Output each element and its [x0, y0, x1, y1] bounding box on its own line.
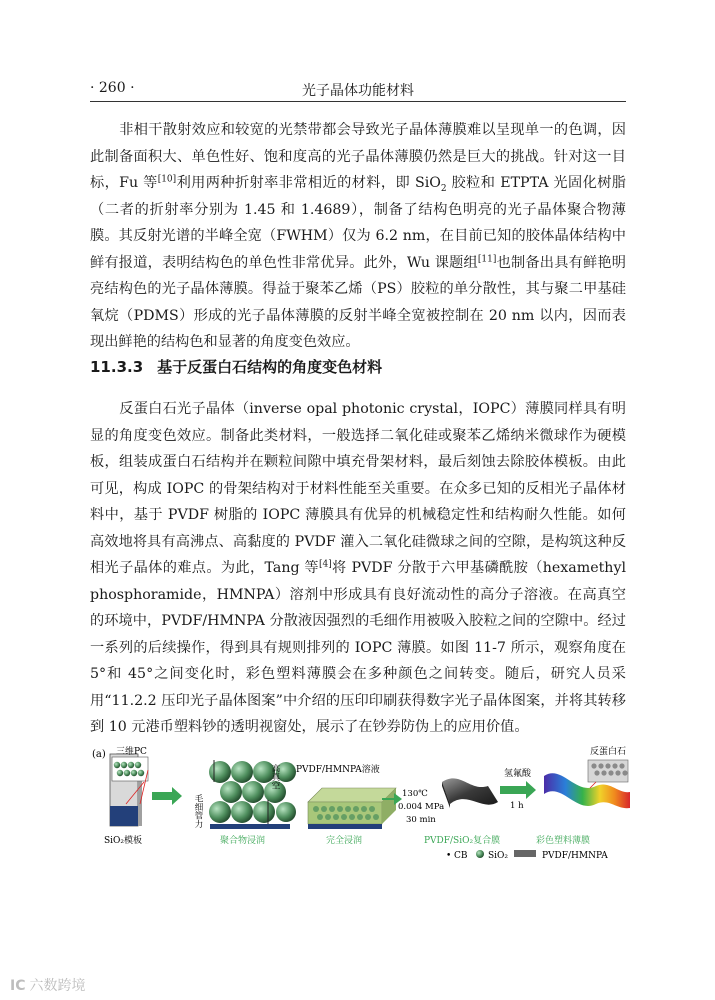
composite-film	[442, 778, 498, 804]
sio2-template	[110, 754, 148, 826]
running-title: 光子晶体功能材料	[302, 83, 414, 99]
legend-sio2-icon	[476, 850, 484, 858]
label-solution: PVDF/HMNPA溶液	[296, 765, 380, 775]
arrow-3-icon	[500, 781, 536, 799]
label-polymer-infiltration: 聚合物浸润	[220, 836, 266, 846]
paragraph-2: 反蛋白石光子晶体（inverse opal photonic crystal，IOPC）薄膜同样具有明显的角度变色效应。制备此类材料，一般选择二氧化硅或聚苯乙烯纳米微球作为硬模板，组装成蛋白石结构并在颗粒间隙中填充骨架材料，最后刻蚀去除胶体模板。由此可见，构成 IOPC 的骨架结构对于材料性能至关重要。在众多已知的反相光子晶体材料中，基于 PVDF 树脂的 IOPC 薄膜具有优异的机械稳定性和结构耐久性能。如何高效地将具有高沸点、高黏度的 PVDF 灌入二氧化硅微球之间的空隙，是构筑这种反相光子晶体的难点。为此，Tang 等[4]将 PVDF 分散于六甲基磷酰胺（hexamethyl phosphoramide，HMNPA）溶剂中形成具有良好流动性的高分子溶液。在高真空的环境中，PVDF/HMNPA 分散液因强烈的毛细作用被吸入胶粒之间的空隙中。经过一系列的后续操作，得到具有规则排列的 IOPC 薄膜。如图 11-7 所示，观察角度在 5°和 45°之间变化时，彩色塑料薄膜会在多种颜色之间转变。随后，研究人员采用“11.2.2 压印光子晶体图案”中介绍的压印印刷获得数字光子晶体图案，并将其转移到 10 元港币塑料钞的透明视窗处，展示了在钞券防伪上的应用价值。	[90, 401, 626, 735]
label-time: 30 min	[406, 815, 436, 825]
watermark-logo: IC	[10, 978, 26, 994]
legend-cb-dot: •	[446, 851, 452, 861]
citation-4: [4]	[318, 559, 332, 570]
label-inverse-opal: 反蛋白石	[590, 747, 627, 757]
panel-label: (a)	[92, 749, 106, 760]
section-title: 基于反蛋白石结构的角度变色材料	[157, 358, 383, 376]
watermark	[10, 975, 85, 995]
citation-11: [11]	[477, 253, 497, 264]
citation-10: [10]	[157, 174, 177, 185]
watermark-text: 六数跨境	[29, 978, 86, 994]
section-heading	[90, 356, 626, 377]
label-hf-time: 1 h	[510, 801, 524, 811]
figure-legend	[446, 850, 608, 861]
figure-11-7a	[90, 742, 635, 867]
label-high-vacuum: 高真空	[270, 764, 280, 790]
section-number: 11.3.3	[90, 358, 144, 376]
page-header	[90, 76, 626, 100]
infiltration-panel	[209, 760, 296, 829]
pc-inset	[112, 757, 148, 781]
header-rule	[90, 101, 626, 102]
label-sio2-template: SiO₂模板	[104, 836, 143, 846]
full-infiltration-slab	[308, 788, 396, 829]
legend-pvdf: PVDF/HMNPA	[542, 851, 608, 861]
label-hf: 氢氟酸	[504, 769, 532, 779]
legend-pvdf-swatch	[514, 850, 536, 857]
page-number: · 260 ·	[90, 80, 135, 96]
label-composite: PVDF/SiO₂复合膜	[424, 836, 501, 846]
inverse-opal-inset	[588, 760, 628, 788]
label-3d-pc: 三维PC	[116, 747, 147, 757]
label-full-infiltration: 完全浸润	[326, 836, 363, 846]
label-color-film: 彩色塑料薄膜	[536, 836, 591, 846]
label-temperature: 130℃	[402, 789, 428, 799]
paragraph-1: 非相干散射效应和较宽的光禁带都会导致光子晶体薄膜难以呈现单一的色调，因此制备面积大、单色性好、饱和度高的光子晶体薄膜仍然是巨大的挑战。针对这一目标，Fu 等[10]利用两种折射率非常相近的材料，即 SiO$_2$ 胶粒和 ETPTA 光固化树脂（二者的折射率分别为 1.45 和 1.4689），制备了结构色明亮的光子晶体聚合物薄膜。其反射光谱的半峰全宽（FWHM）仅为 6.2 nm，在目前已知的胶体晶体结构中鲜有报道，表明结构色的单色性非常优异。此外，Wu 课题组[11]也制备出具有鲜艳明亮结构色的光子晶体薄膜。得益于聚苯乙烯（PS）胶粒的单分散性，其与聚二甲基硅氧烷（PDMS）形成的光子晶体薄膜的反射半峰全宽被控制在 20 nm 以内，因而表现出鲜艳的结构色和显著的角度变色效应。	[90, 122, 626, 350]
label-capillary: 毛细管力	[193, 794, 203, 828]
arrow-1-icon	[152, 787, 182, 805]
legend-cb: CB	[454, 851, 468, 861]
legend-sio2: SiO₂	[488, 851, 509, 861]
label-pressure: 0.004 MPa	[398, 802, 445, 812]
